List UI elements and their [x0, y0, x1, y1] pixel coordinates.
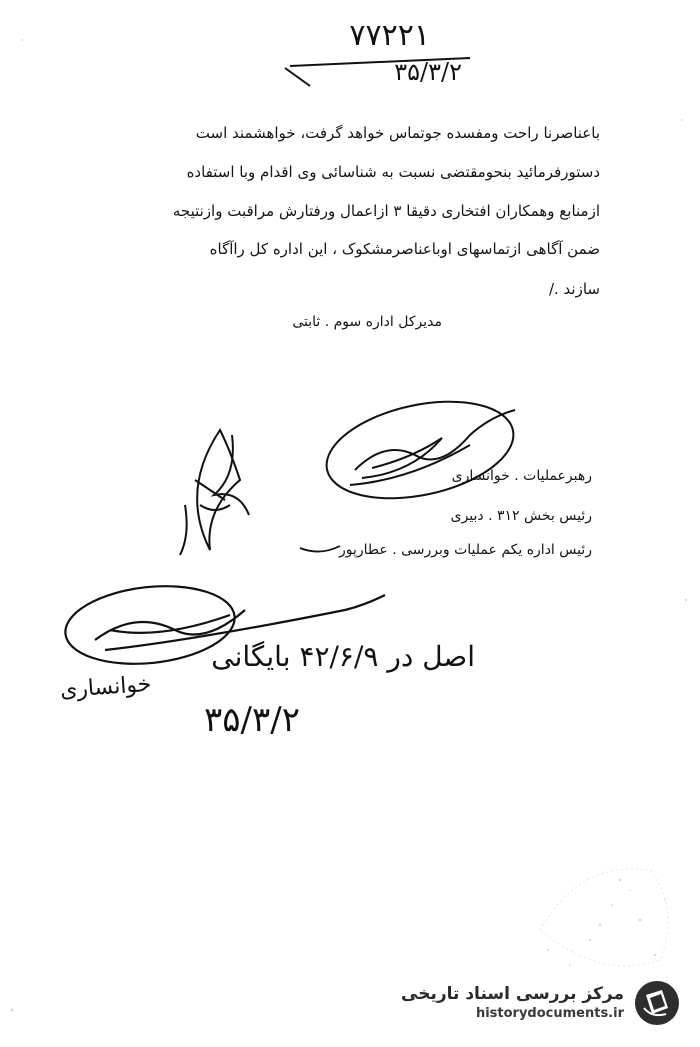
body-line-4: ضمن آگاهی ازتماسهای اوباعناصرمشکوک ، این اداره کل راآگاه — [209, 240, 600, 258]
watermark-title: مرکز بررسی اسناد تاریخی — [401, 984, 624, 1005]
watermark-url: historydocuments.ir — [475, 1005, 624, 1021]
document-number: ۷۷۲۲۱ — [349, 18, 430, 53]
signature-scribble-3 — [300, 546, 340, 552]
body-line-5: سازند ./ — [548, 280, 600, 298]
signature-khansari-1 — [318, 386, 523, 514]
watermark — [392, 971, 682, 1035]
signatory-2: رئیس بخش ۳۱۲ . دبیری — [450, 508, 592, 524]
stamp-mark — [180, 430, 249, 555]
document-date: ۳۵/۳/۲ — [394, 58, 462, 86]
handwritten-bottom-date: ۳۵/۳/۲ — [204, 700, 300, 740]
body-line-1: باعناصرنا راحت ومفسده جوتماس خواهد گرفت، خواهشمند است — [195, 124, 600, 142]
watermark-text — [401, 984, 624, 1022]
body-line-3: ازمنابع وهمکاران افتخاری دقیقا ۳ ازاعمال ورفتارش مراقبت وازنتیجه — [172, 202, 600, 220]
body-line-2: دستورفرمائید بنحومقتضی نسبت به شناسائی وی اقدام وبا استفاده — [186, 163, 600, 181]
archive-logo-icon — [632, 978, 682, 1028]
closing-signature: مدیرکل اداره سوم . ثابتی — [292, 314, 442, 330]
signatory-1: رهبرعملیات . خوانساری — [451, 468, 592, 484]
handwritten-signature-name: خوانساری — [59, 671, 153, 704]
signatory-3: رئیس اداره یکم عملیات وبررسی . عطارپور — [339, 542, 592, 558]
handwritten-archive-note: اصل در ۴۲/۶/۹ بایگانی — [211, 640, 475, 673]
